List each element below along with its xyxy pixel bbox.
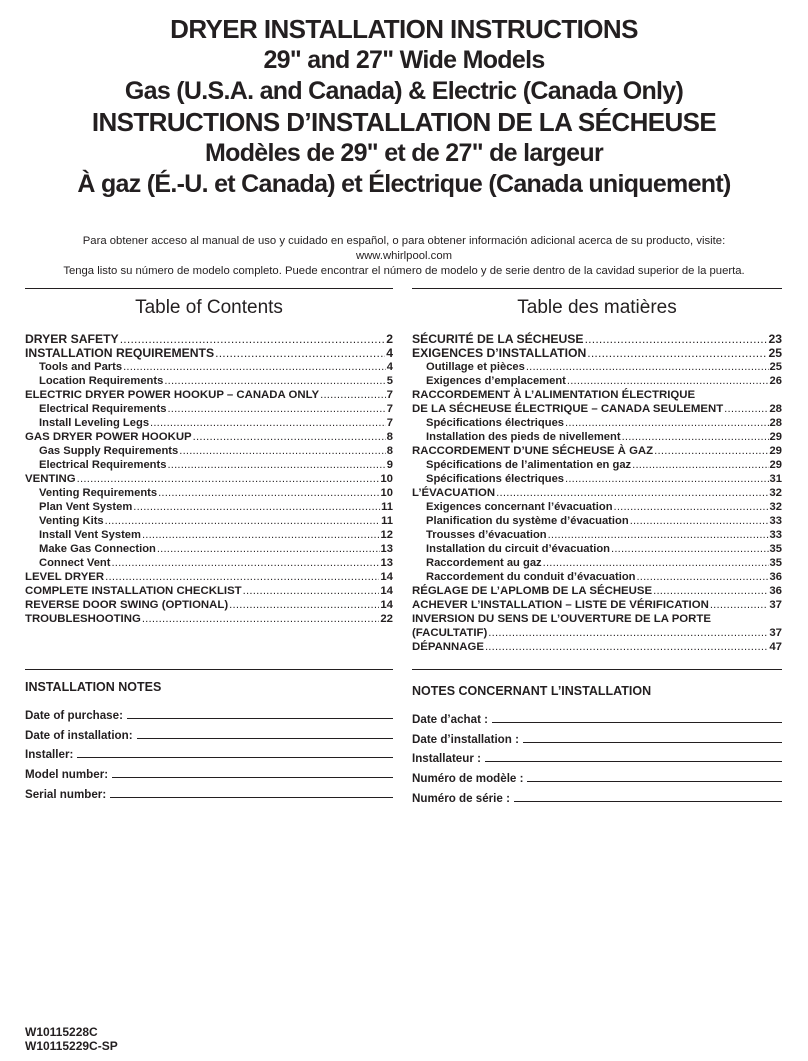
toc-entry-label: Outillage et pièces bbox=[426, 361, 525, 373]
note-field-blank-line[interactable] bbox=[492, 722, 782, 723]
title-line-1: DRYER INSTALLATION INSTRUCTIONS bbox=[170, 14, 638, 44]
toc-entry-label: Tools and Parts bbox=[39, 361, 123, 373]
toc-leader-dots bbox=[526, 360, 769, 374]
toc-entry-page: 22 bbox=[380, 613, 393, 625]
toc-entry-label: TROUBLESHOOTING bbox=[25, 613, 141, 625]
installation-notes-english bbox=[25, 669, 393, 801]
toc-leader-dots bbox=[133, 500, 380, 514]
toc-entry[interactable] bbox=[412, 402, 782, 416]
notes-english-rule bbox=[25, 669, 393, 670]
toc-entry-page: 7 bbox=[386, 403, 393, 415]
toc-leader-dots bbox=[164, 374, 385, 388]
toc-leader-dots bbox=[543, 556, 769, 570]
notes-english-fields bbox=[25, 702, 393, 801]
intro-website-link[interactable]: www.whirlpool.com bbox=[355, 250, 453, 262]
toc-leader-dots bbox=[167, 402, 385, 416]
toc-entry-page: 28 bbox=[769, 417, 782, 429]
toc-entry[interactable] bbox=[25, 556, 393, 570]
toc-entry-page: 35 bbox=[769, 557, 782, 569]
notes-french-fields bbox=[412, 706, 782, 805]
toc-leader-dots bbox=[548, 528, 769, 542]
note-field bbox=[412, 726, 782, 746]
notes-french-rule bbox=[412, 669, 782, 670]
toc-entry[interactable] bbox=[25, 360, 393, 374]
note-field bbox=[25, 702, 393, 722]
toc-entry-label: Gas Supply Requirements bbox=[39, 445, 179, 457]
note-field-label: Numéro de modèle : bbox=[412, 772, 524, 786]
spanish-intro bbox=[20, 234, 788, 279]
toc-entry[interactable] bbox=[25, 374, 393, 388]
toc-entry[interactable] bbox=[412, 584, 782, 598]
toc-entry[interactable] bbox=[25, 332, 393, 346]
toc-entry[interactable] bbox=[25, 570, 393, 584]
toc-entry-page: 25 bbox=[768, 346, 782, 360]
toc-entry-label: Venting Kits bbox=[39, 515, 104, 527]
toc-leader-dots bbox=[179, 444, 386, 458]
toc-entry[interactable] bbox=[25, 514, 393, 528]
toc-entry[interactable] bbox=[25, 430, 393, 444]
toc-entry[interactable] bbox=[25, 472, 393, 486]
toc-leader-dots bbox=[120, 332, 386, 346]
note-field-label: Installateur : bbox=[412, 752, 481, 766]
toc-leader-dots bbox=[724, 402, 768, 416]
toc-entry[interactable] bbox=[412, 612, 782, 626]
toc-leader-dots bbox=[565, 416, 769, 430]
notes-french-heading: NOTES CONCERNANT L’INSTALLATION bbox=[412, 684, 652, 698]
toc-entry[interactable] bbox=[25, 542, 393, 556]
toc-entry-page: 33 bbox=[769, 515, 782, 527]
toc-leader-dots bbox=[158, 486, 379, 500]
toc-leader-dots bbox=[157, 542, 380, 556]
title-line-6: À gaz (É.-U. et Canada) et Électrique (Canada uniquement) bbox=[77, 170, 731, 198]
installation-notes-french bbox=[412, 669, 782, 805]
title-line-4: INSTRUCTIONS D’INSTALLATION DE LA SÉCHEUSE bbox=[91, 107, 717, 137]
part-number-1: W10115228C bbox=[25, 1025, 98, 1039]
note-field-label: Model number: bbox=[25, 768, 109, 782]
toc-entry[interactable] bbox=[412, 528, 782, 542]
toc-entry-page: 10 bbox=[380, 473, 393, 485]
toc-french-heading: Table des matières bbox=[517, 297, 677, 318]
intro-line-1: Para obtener acceso al manual de uso y cuidado en español, o para obtener información adicional acerca de su producto, visite: bbox=[82, 235, 726, 247]
note-field bbox=[412, 765, 782, 785]
note-field-label: Date of purchase: bbox=[25, 708, 123, 722]
toc-entry[interactable] bbox=[412, 500, 782, 514]
toc-leader-dots bbox=[142, 528, 380, 542]
toc-entry-label: RACCORDEMENT D’UNE SÉCHEUSE À GAZ bbox=[412, 445, 654, 457]
toc-entry-page: 31 bbox=[769, 473, 782, 485]
toc-entry[interactable] bbox=[412, 458, 782, 472]
toc-entry-page: 4 bbox=[386, 346, 393, 360]
notes-english-heading: INSTALLATION NOTES bbox=[25, 680, 162, 694]
toc-entry-page: 11 bbox=[381, 515, 393, 527]
toc-entry-label: LEVEL DRYER bbox=[25, 571, 105, 583]
note-field-blank-line[interactable] bbox=[112, 777, 393, 778]
toc-entry-page: 29 bbox=[769, 459, 782, 471]
toc-leader-dots bbox=[193, 430, 386, 444]
toc-entry-label: GAS DRYER POWER HOOKUP bbox=[25, 431, 192, 443]
note-field bbox=[412, 785, 782, 805]
toc-entry-label: ELECTRIC DRYER POWER HOOKUP – CANADA ONLY bbox=[25, 389, 320, 401]
toc-entry-page: 23 bbox=[768, 332, 782, 346]
toc-leader-dots bbox=[565, 472, 769, 486]
toc-entry-label: RÉGLAGE DE L’APLOMB DE LA SÉCHEUSE bbox=[412, 585, 653, 597]
toc-leader-dots bbox=[654, 444, 768, 458]
toc-entry-page: 10 bbox=[380, 487, 393, 499]
note-field-blank-line[interactable] bbox=[127, 718, 393, 719]
toc-entry[interactable] bbox=[25, 584, 393, 598]
toc-leader-dots bbox=[215, 346, 385, 360]
toc-leader-dots bbox=[167, 458, 385, 472]
toc-english bbox=[25, 288, 393, 626]
toc-leader-dots bbox=[243, 584, 380, 598]
note-field-blank-line[interactable] bbox=[485, 761, 782, 762]
toc-leader-dots bbox=[123, 360, 386, 374]
toc-entry[interactable] bbox=[412, 374, 782, 388]
toc-entry-label: Spécifications de l’alimentation en gaz bbox=[426, 459, 632, 471]
part-number-2: W10115229C-SP bbox=[25, 1039, 118, 1053]
toc-entry[interactable] bbox=[412, 570, 782, 584]
toc-entry-label: INVERSION DU SENS DE L’OUVERTURE DE LA PORTE bbox=[412, 613, 711, 625]
toc-entry[interactable] bbox=[25, 500, 393, 514]
toc-leader-dots bbox=[77, 472, 380, 486]
toc-entry[interactable] bbox=[412, 486, 782, 500]
note-field-blank-line[interactable] bbox=[77, 757, 393, 758]
note-field-label: Numéro de série : bbox=[412, 791, 510, 805]
toc-entry-label: Connect Vent bbox=[39, 557, 111, 569]
toc-entry[interactable] bbox=[412, 472, 782, 486]
document-title-block bbox=[0, 14, 808, 200]
toc-entry[interactable] bbox=[25, 346, 393, 360]
toc-entry-label: DRYER SAFETY bbox=[25, 332, 119, 346]
toc-entry[interactable] bbox=[25, 388, 393, 402]
toc-leader-dots bbox=[496, 486, 768, 500]
toc-entry[interactable] bbox=[25, 402, 393, 416]
toc-leader-dots bbox=[622, 430, 769, 444]
toc-leader-dots bbox=[142, 612, 380, 626]
toc-entry-label: Planification du système d’évacuation bbox=[426, 515, 629, 527]
toc-leader-dots bbox=[105, 514, 381, 528]
toc-entry[interactable] bbox=[25, 528, 393, 542]
toc-leader-dots bbox=[632, 458, 768, 472]
toc-entry[interactable] bbox=[412, 542, 782, 556]
toc-entry-label: Install Leveling Legs bbox=[39, 417, 150, 429]
toc-french-list bbox=[412, 332, 782, 654]
note-field bbox=[412, 706, 782, 726]
toc-entry[interactable] bbox=[412, 640, 782, 654]
toc-entry-label: Install Vent System bbox=[39, 529, 141, 541]
toc-entry-label: Venting Requirements bbox=[39, 487, 158, 499]
title-line-2: 29" and 27" Wide Models bbox=[263, 46, 545, 74]
toc-entry-label: Exigences concernant l’évacuation bbox=[426, 501, 613, 513]
title-line-3: Gas (U.S.A. and Canada) & Electric (Canada Only) bbox=[124, 77, 684, 105]
toc-leader-dots bbox=[585, 332, 768, 346]
toc-entry-label: Raccordement au gaz bbox=[426, 557, 542, 569]
toc-french bbox=[412, 288, 782, 654]
toc-english-list bbox=[25, 332, 393, 626]
toc-entry-label: Location Requirements bbox=[39, 375, 164, 387]
toc-leader-dots bbox=[587, 346, 767, 360]
toc-entry-label: Electrical Requirements bbox=[39, 403, 167, 415]
note-field bbox=[25, 781, 393, 801]
toc-entry-page: 5 bbox=[386, 375, 393, 387]
toc-entry-label: INSTALLATION REQUIREMENTS bbox=[25, 346, 215, 360]
note-field-blank-line[interactable] bbox=[110, 797, 393, 798]
toc-entry-page: 7 bbox=[386, 389, 393, 401]
toc-entry-label: RACCORDEMENT À L’ALIMENTATION ÉLECTRIQUE bbox=[412, 389, 696, 401]
toc-entry-page: 32 bbox=[769, 501, 782, 513]
toc-entry-label: VENTING bbox=[25, 473, 76, 485]
toc-entry[interactable] bbox=[412, 444, 782, 458]
toc-entry-label: COMPLETE INSTALLATION CHECKLIST bbox=[25, 585, 242, 597]
toc-entry-page: 11 bbox=[381, 501, 393, 513]
toc-entry-label: Trousses d’évacuation bbox=[426, 529, 547, 541]
toc-leader-dots bbox=[111, 556, 379, 570]
toc-leader-dots bbox=[485, 640, 768, 654]
toc-leader-dots bbox=[105, 570, 379, 584]
note-field-label: Date of installation: bbox=[25, 728, 133, 742]
toc-entry[interactable] bbox=[25, 416, 393, 430]
note-field-label: Date d’achat : bbox=[412, 712, 489, 726]
toc-entry-page: 32 bbox=[769, 487, 782, 499]
toc-leader-dots bbox=[653, 584, 768, 598]
toc-leader-dots bbox=[710, 598, 769, 612]
toc-entry-page: 4 bbox=[386, 361, 393, 373]
toc-leader-dots bbox=[611, 542, 769, 556]
toc-entry[interactable] bbox=[412, 514, 782, 528]
toc-entry[interactable] bbox=[412, 416, 782, 430]
intro-line-3: Tenga listo su número de modelo completo. Puede encontrar el número de modelo y de serie dentro de la cavidad superior de la puerta. bbox=[63, 265, 745, 277]
toc-entry-label: EXIGENCES D’INSTALLATION bbox=[412, 346, 587, 360]
toc-entry-page: 9 bbox=[386, 459, 393, 471]
toc-entry-label: Spécifications électriques bbox=[426, 473, 565, 485]
toc-entry-page: 28 bbox=[769, 403, 782, 415]
note-field-label: Installer: bbox=[25, 748, 74, 762]
toc-entry-label: DE LA SÉCHEUSE ÉLECTRIQUE – CANADA SEULEMENT bbox=[412, 403, 724, 415]
toc-entry-page: 29 bbox=[769, 431, 782, 443]
toc-entry[interactable] bbox=[412, 360, 782, 374]
toc-entry-label: (FACULTATIF) bbox=[412, 627, 488, 639]
toc-entry[interactable] bbox=[25, 486, 393, 500]
toc-entry-label: SÉCURITÉ DE LA SÉCHEUSE bbox=[412, 332, 584, 346]
note-field bbox=[412, 746, 782, 766]
note-field-blank-line[interactable] bbox=[514, 801, 782, 802]
toc-leader-dots bbox=[614, 500, 769, 514]
toc-entry[interactable] bbox=[25, 458, 393, 472]
toc-entry-label: Electrical Requirements bbox=[39, 459, 167, 471]
toc-leader-dots bbox=[320, 388, 386, 402]
toc-entry-label: Raccordement du conduit d’évacuation bbox=[426, 571, 636, 583]
toc-entry-page: 35 bbox=[769, 543, 782, 555]
toc-entry[interactable] bbox=[412, 332, 782, 346]
toc-entry-page: 25 bbox=[769, 361, 782, 373]
note-field bbox=[25, 742, 393, 762]
toc-entry-page: 7 bbox=[386, 417, 393, 429]
note-field-blank-line[interactable] bbox=[523, 742, 782, 743]
toc-entry-page: 14 bbox=[380, 585, 393, 597]
toc-entry-page: 14 bbox=[380, 571, 393, 583]
note-field-blank-line[interactable] bbox=[527, 781, 782, 782]
toc-entry-page: 12 bbox=[380, 529, 393, 541]
toc-entry-label: Plan Vent System bbox=[39, 501, 133, 513]
toc-leader-dots bbox=[567, 374, 769, 388]
toc-entry-page: 47 bbox=[769, 641, 782, 653]
toc-entry-page: 29 bbox=[769, 445, 782, 457]
toc-entry[interactable] bbox=[25, 612, 393, 626]
toc-entry-label: L’ÉVACUATION bbox=[412, 487, 496, 499]
toc-entry[interactable] bbox=[412, 556, 782, 570]
toc-entry-page: 36 bbox=[769, 585, 782, 597]
toc-entry-page: 37 bbox=[769, 627, 782, 639]
toc-entry-label: Spécifications électriques bbox=[426, 417, 565, 429]
toc-entry-page: 13 bbox=[380, 543, 393, 555]
toc-leader-dots bbox=[630, 514, 769, 528]
toc-entry-label: Exigences d’emplacement bbox=[426, 375, 566, 387]
toc-entry[interactable] bbox=[412, 388, 782, 402]
toc-leader-dots bbox=[150, 416, 386, 430]
toc-entry-page: 14 bbox=[380, 599, 393, 611]
toc-entry-label: DÉPANNAGE bbox=[412, 641, 484, 653]
note-field bbox=[25, 761, 393, 781]
toc-entry[interactable] bbox=[412, 430, 782, 444]
toc-entry-label: Installation du circuit d’évacuation bbox=[426, 543, 611, 555]
toc-entry-page: 36 bbox=[769, 571, 782, 583]
toc-entry-page: 13 bbox=[380, 557, 393, 569]
part-numbers bbox=[25, 1025, 118, 1053]
toc-entry-page: 37 bbox=[769, 599, 782, 611]
note-field-label: Date d’installation : bbox=[412, 732, 519, 746]
toc-entry-page: 2 bbox=[386, 332, 393, 346]
toc-entry-label: ACHEVER L’INSTALLATION – LISTE DE VÉRIFICATION bbox=[412, 599, 709, 611]
note-field bbox=[25, 722, 393, 742]
note-field-label: Serial number: bbox=[25, 787, 107, 801]
toc-entry-label: Make Gas Connection bbox=[39, 543, 156, 555]
toc-entry[interactable] bbox=[412, 346, 782, 360]
note-field-blank-line[interactable] bbox=[137, 738, 393, 739]
toc-entry-page: 26 bbox=[769, 375, 782, 387]
toc-entry-page: 33 bbox=[769, 529, 782, 541]
toc-leader-dots bbox=[229, 598, 379, 612]
title-line-5: Modèles de 29" et de 27" de largeur bbox=[205, 139, 603, 167]
toc-entry[interactable] bbox=[412, 626, 782, 640]
toc-entry[interactable] bbox=[25, 598, 393, 612]
toc-leader-dots bbox=[637, 570, 769, 584]
toc-leader-dots bbox=[488, 626, 768, 640]
toc-entry-label: REVERSE DOOR SWING (OPTIONAL) bbox=[25, 599, 229, 611]
toc-english-heading: Table of Contents bbox=[135, 297, 283, 318]
toc-entry-page: 8 bbox=[386, 431, 393, 443]
toc-entry[interactable] bbox=[412, 598, 782, 612]
toc-entry[interactable] bbox=[25, 444, 393, 458]
toc-entry-label: Installation des pieds de nivellement bbox=[426, 431, 621, 443]
toc-entry-page: 8 bbox=[386, 445, 393, 457]
